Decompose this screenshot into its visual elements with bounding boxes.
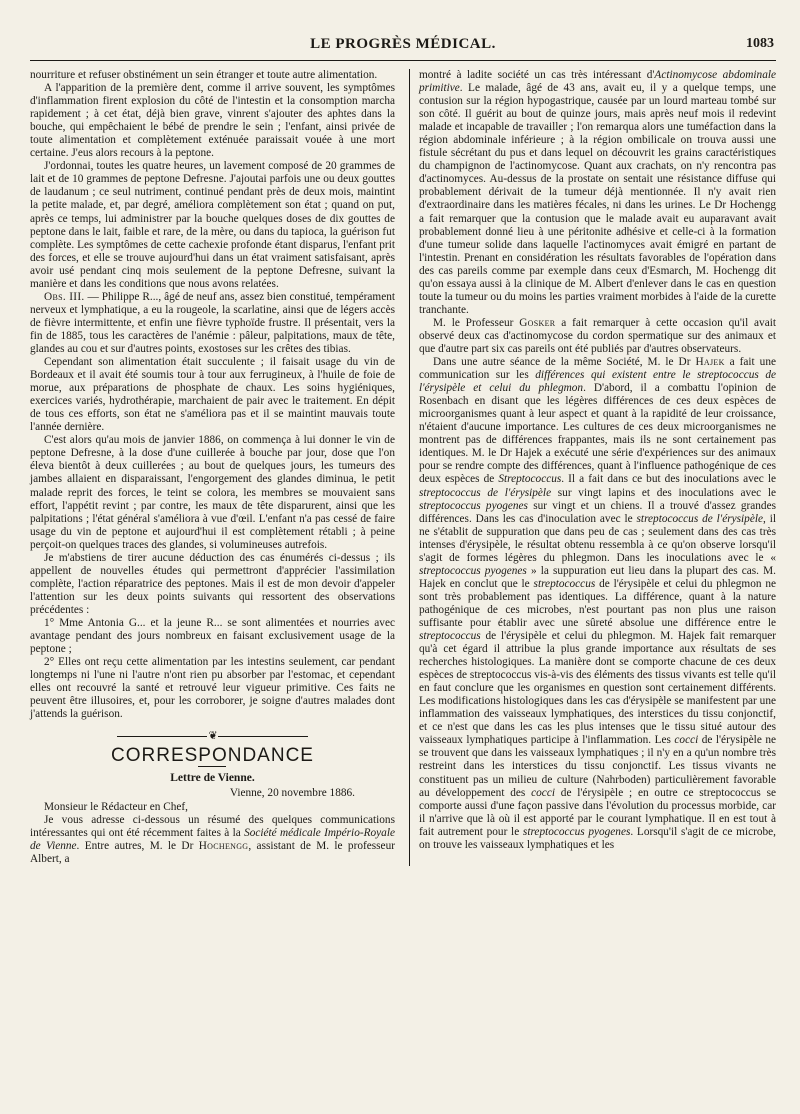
disease-term: Actinomycose abdominale primitive [418, 69, 776, 95]
paragraph: Je vous adresse ci-dessous un résumé des quelques communications intéressantes qui ont été récemment faites à la Société médicale Império-Royale de Vienne. Entre autres, M. le Dr Hochengg, assistant de M. le professeur Albert, a [30, 813, 395, 865]
paragraph: M. le Professeur Gosker a fait remarquer à cette occasion qu'il avait observé deux cas d'actinomycose du cordon spermatique sur des animaux et que d'autre part six cas pareils ont été publiés par d'autres observateurs. [418, 316, 777, 355]
left-column [30, 69, 395, 866]
paragraph: J'ordonnai, toutes les quatre heures, un lavement composé de 20 grammes de lait et de 10 grammes de peptone Defresne. J'ajoutai parfois une ou deux gouttes de laudanum ; ce seul nutriment, continué pendant près de deux mois, maintint la petite malade, et, par degré, améliora complètement son état ; quand on put, après ce temps, lui administrer par la bouche quelques doses de dix gouttes de peptone dans le lait, faible et rare, de la mère, ou dans du tapioca, la guérison fut complète. Les symptômes de cette cachexie profonde étant disparus, l'enfant prit des forces, et elle se trouve aujourd'hui dans un état vraiment satisfaisant, après avoir usé pendant cinq mois seulement de la peptone Defresne, suivant la manière et dans les conditions que nous avons relatées. [30, 160, 395, 290]
paragraph: 2° Elles ont reçu cette alimentation par les intestins seulement, car pendant longtemps ni l'une ni l'autre n'ont rien pu absorber par l'estomac, et cependant elles ont recouvré la santé et retrouvé leur vigueur primitive. Ces faits ne peuvent être illusoires, et, pour les corroborer, je soigne d'autres malades dont j'attends la guérison. [30, 656, 395, 721]
paragraph [30, 291, 395, 356]
paragraph: A l'apparition de la première dent, comme il arrive souvent, les symptômes d'inflammation firent explosion du côté de l'intestin et la consomption marcha rapidement ; à cet état, déjà bien grave, vinrent s'ajouter des aphtes dans la bouche, qui empêchaient le bébé de prendre le sein ; l'enfant, ainsi privée de toute alimentation et complètement exténuée paraissait vouée à une mort certaine. J'eus alors recours à la peptone. [30, 82, 395, 160]
section-title: CORRESPONDANCE [111, 745, 314, 767]
text-columns [30, 69, 776, 866]
dateline: Vienne, 20 novembre 1886. [229, 787, 355, 800]
journal-title: LE PROGRÈS MÉDICAL. [310, 36, 496, 52]
communication-topic: différences qui existent entre le streptococcus de l'érysipèle et celui du phlegmon [418, 369, 776, 395]
page-number: 1083 [746, 36, 774, 51]
person-name: Gosker [519, 316, 556, 329]
observation-text: — Philippe R..., âgé de neuf ans, assez bien constitué, tempérament nerveux et lymphatique, a eu la rougeole, la scarlatine, ainsi que de légers accès de fièvre intermittente, et enfin une fièvre typhoïde frustre. Il présentait, vers la fin de 1885, tous les caractères de l'anémie : pâleur, palpitations, maux de tête, glandes au cou et sur d'autres points, exostoses sur les crêtes des tibias. [30, 290, 395, 355]
paragraph: Je m'abstiens de tirer aucune déduction des cas énumérés ci-dessus ; ils appellent de nouvelles études qui permettront d'apprécier l'assimilation complète, l'action réparatrice des peptones. Mais il est de mon devoir d'appeler l'attention sur les deux points suivants qui ressortent des observations précédentes : [30, 551, 395, 616]
title-rule [198, 766, 226, 767]
person-name: Hajek [695, 356, 725, 369]
paragraph: Cependant son alimentation était succulente ; il faisait usage du vin de Bordeaux et il avait été soumis tour à tour aux ferrugineux, à l'huile de foie de morue, aux préparations de phosphate de chaux. Les soins hygiéniques, exercices variés, hydrothérapie, marchaient de pair avec le traitement. En dépit de tous ces efforts, son état ne s'améliora pas et il se maintint mauvais toute l'année dernière. [30, 356, 395, 434]
salutation: Monsieur le Rédacteur en Chef, [44, 800, 188, 813]
paragraph: montré à ladite société un cas très intéressant d'Actinomycose abdominale primitive. Le malade, âgé de 43 ans, avait eu, il y a quelque temps, une contusion sur la région hypogastrique, causée par un lourd marteau tombé sur son côté. Il guérit au bout de quinze jours, mais après neuf mois il redevint malade et incapable de travailler ; l'on remarqua alors une tuméfaction dans la région abdominale inférieure ; à la région ombilicale on trouva aussi une fistule sécrétant du pus et dans lequel on découvrit les grains caractéristiques du champignon de l'actinomycose. Quant aux crachats, on n'y rencontra pas d'actinomyces. Au-dessus de la prostate on sentait une résistance diffuse qui probablement dérivait de la tumeur déjà mentionnée. Il n'y avait rien d'extraordinaire dans les matières fécales, ni dans les urines. Le Dr Hochengg a fait remarquer que la contusion que le malade avait eu auparavant avait probablement donné lieu à une péritonite adhésive et celle-ci à la formation d'une tumeur solide dans laquelle l'actinomyces avait émigré en partant de l'intestin. Prenant en considération les résultats favorables de l'opération dans des cas pareils comme par exemple dans ceux d'Esmarch, M. Hochengg dit qu'on essaya aussi à la clinique de M. Albert d'enlever dans le cas en question toute la tumeur ou du moins les parties vraiment morbides à l'aide de la curette tranchante. [418, 69, 776, 316]
person-name: Hochengg [198, 839, 249, 852]
paragraph: Dans une autre séance de la même Société, M. le Dr Hajek a fait une communication sur les différences qui existent entre le streptococcus de l'érysipèle et celui du phlegmon. D'abord, il a combattu l'opinion de Rosenbach en disant que les légères différences de ces deux espèces de microorganismes quant à leur aspect et quant à la rapidité de leur croissance, n'étaient d'aucune importance. Les cultures de ces deux microorganismes ne montrent pas de différences frappantes, mais ils ne sont certainement pas identiques. M. le Dr Hajek a exécuté une série d'expériences sur des animaux pour se rendre compte des différences, quant à l'influence pathogénique de ces deux espèces de Streptococcus. Il a fait dans ce but des inoculations avec le streptococcus de l'érysipèle sur vingt lapins et des inoculations avec le streptococcus pyogenes sur vingt et un chiens. Il a trouvé d'assez grandes différences. Dans les cas d'inoculation avec le streptococcus de l'érysipèle, il ne s'établit de suppuration que dans peu de cas ; seulement dans des cas très intenses d'érysipèle, le résultat obtenu ressembla à ce qu'on observe lorsqu'il s'agit de formes légères du phlegmon. Dans les inoculations avec le « streptococcus pyogenes » la suppuration eut lieu dans la plupart des cas. M. Hajek en conclut que le streptococcus de l'érysipèle et celui du phlegmon ne sont très probablement pas identiques. La différence, quant à la nature pathogénique de ces microbes, n'est pourtant pas non plus une raison suffisante pour établir avec une sûreté absolue une différence entre le streptococcus de l'érysipèle et celui du phlegmon. M. Hajek fait remarquer qu'à cet égard il attribue la plus grande importance aux résultats de ses recherches histologiques. La manière dont se comporte chacune de ces deux espèces de streptococcus vis-à-vis des éléments des tissus vivants est telle qu'il en faut conclure que les organismes en question sont certainement différents. Les modifications histologiques dans les cas d'érysipèle se manifestent par une inflammation des vaisseaux lymphatiques, des interstices du tissu conjonctif, et ce n'est que dans les cas les plus intenses que le tissu situé autour des vaisseaux lymphatiques participe à l'inflammation. Les cocci de l'érysipèle ne se trouvent que dans les vaisseaux lymphatiques ; il n'y en a qu'un nombre très restreint dans les interstices du tissu conjonctif. Les tissus vivants ne constituent pas un milieu de culture (Nahrboden) particulièrement favorable au développement des cocci de l'érysipèle ; en outre ce streptococcus se comporte aussi d'une façon passive dans l'évolution du processus morbide, car il n'arrive que là où il est apporté par le courant lymphatique. Il en est tout à fait autrement pour le streptococcus pyogenes. Lorsqu'il s'agit de ce microbe, on trouve les vaisseaux lymphatiques et les [418, 356, 776, 851]
paragraph: C'est alors qu'au mois de janvier 1886, on commença à lui donner le vin de peptone Defresne, à la dose d'une cuillerée à bouche par jour, dose que l'on éleva bientôt à deux cuillerées ; au bout de quelques jours, les tumeurs des jambes allaient en disparaissant, l'engorgement des glandes diminua, le petit malade reprit des forces, le teint se colora, les membres se mouvaient sans effort, l'appétit revint ; par contre, les maux de tête disparurent, ainsi que les palpitations ; l'état général s'améliora à vue d'œil. L'enfant n'a pas cessé de faire usage du vin de peptone et aujourd'hui il est complètement rétabli ; à peine perçoit-on quelques traces des glandes, si volumineuses autrefois. [30, 434, 395, 551]
right-column [409, 69, 776, 866]
running-header [30, 0, 776, 61]
letter-title: Lettre de Vienne. [170, 772, 255, 785]
paragraph: 1° Mme Antonia G... et la jeune R... se sont alimentées et nourries avec avantage pendant des jours nombreux en faisant exclusivement usage de la peptone ; [30, 616, 395, 656]
section-ornament: ❦ [30, 730, 395, 743]
observation-label: Obs. III. [44, 290, 85, 303]
society-name: Société médicale Império-Royale de Vienne [30, 826, 395, 852]
paragraph: nourriture et refuser obstinément un sein étranger et toute autre alimentation. [30, 69, 378, 81]
